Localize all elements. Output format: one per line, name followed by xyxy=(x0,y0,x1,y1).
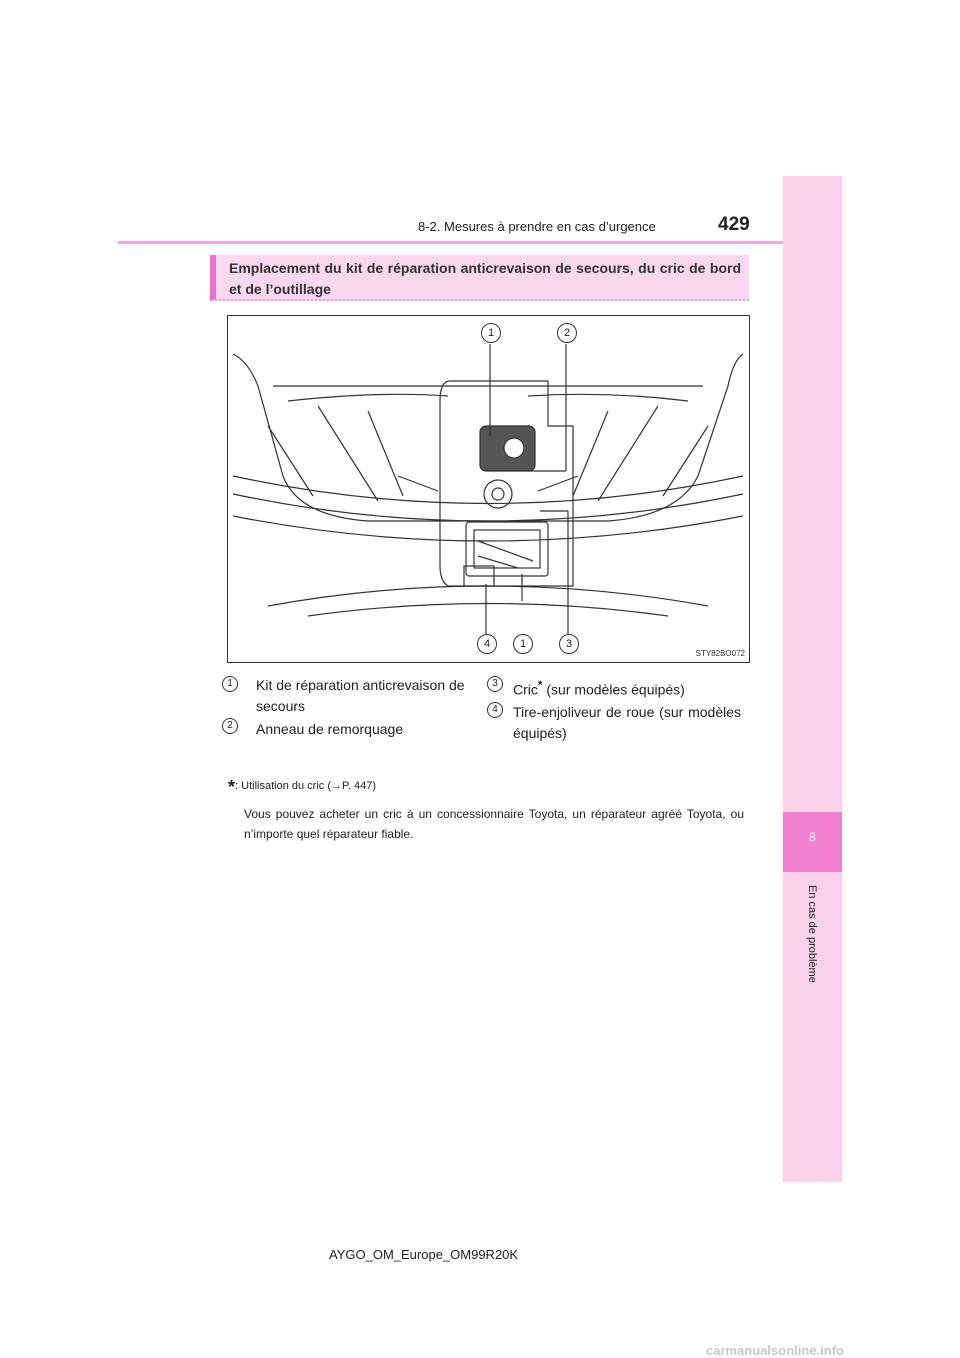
topic-title: Emplacement du kit de réparation anticrevaison de secours, du cric de bord et de l’outillage xyxy=(229,260,741,297)
page-number: 429 xyxy=(718,214,750,235)
footnote xyxy=(228,777,376,798)
chapter-number: 8 xyxy=(809,830,816,844)
note-paragraph: Vous pouvez acheter un cric à un concessionnaire Toyota, un réparateur agréé Toyota, ou n’importe quel réparateur fiable. xyxy=(244,807,744,841)
legend-num-3: 3 xyxy=(487,676,503,692)
callout-3-bottom: 3 xyxy=(559,634,579,654)
footnote-star: * xyxy=(228,777,236,797)
figure-code: STY82BO072 xyxy=(695,649,745,658)
section-title: 8-2. Mesures à prendre en cas d’urgence xyxy=(418,219,656,234)
chapter-title: En cas de problème xyxy=(806,885,818,983)
callout-2-top: 2 xyxy=(557,323,577,343)
legend-num-1: 1 xyxy=(222,676,238,692)
chapter-side-tab xyxy=(783,176,842,1182)
watermark: carmanualsonline.info xyxy=(706,1343,844,1358)
legend-item-1: Kit de réparation anticrevaison de secours xyxy=(256,677,465,714)
legend-num-2: 2 xyxy=(222,718,238,734)
footnote-text: : Utilisation du cric (→P. 447) xyxy=(235,780,377,792)
figure-trunk-illustration xyxy=(227,315,750,663)
trunk-drawing xyxy=(228,316,749,662)
legend-item-3-suffix: (sur modèles équipés) xyxy=(542,681,685,698)
topic-title-box xyxy=(210,255,749,301)
callout-1-bottom: 1 xyxy=(513,634,533,654)
callout-4-bottom: 4 xyxy=(477,634,497,654)
legend-item-2: Anneau de remorquage xyxy=(256,721,404,737)
legend-item-4: Tire-enjoliveur de roue (sur modèles équipés) xyxy=(513,704,741,741)
legend-num-4: 4 xyxy=(487,702,503,718)
legend-item-3-star: * xyxy=(537,679,543,692)
legend-item-3-label: Cric xyxy=(513,681,538,698)
footer-code: AYGO_OM_Europe_OM99R20K xyxy=(329,1247,519,1262)
legend-item-3 xyxy=(513,675,685,701)
header-rule xyxy=(118,241,842,244)
callout-1-top: 1 xyxy=(481,323,501,343)
